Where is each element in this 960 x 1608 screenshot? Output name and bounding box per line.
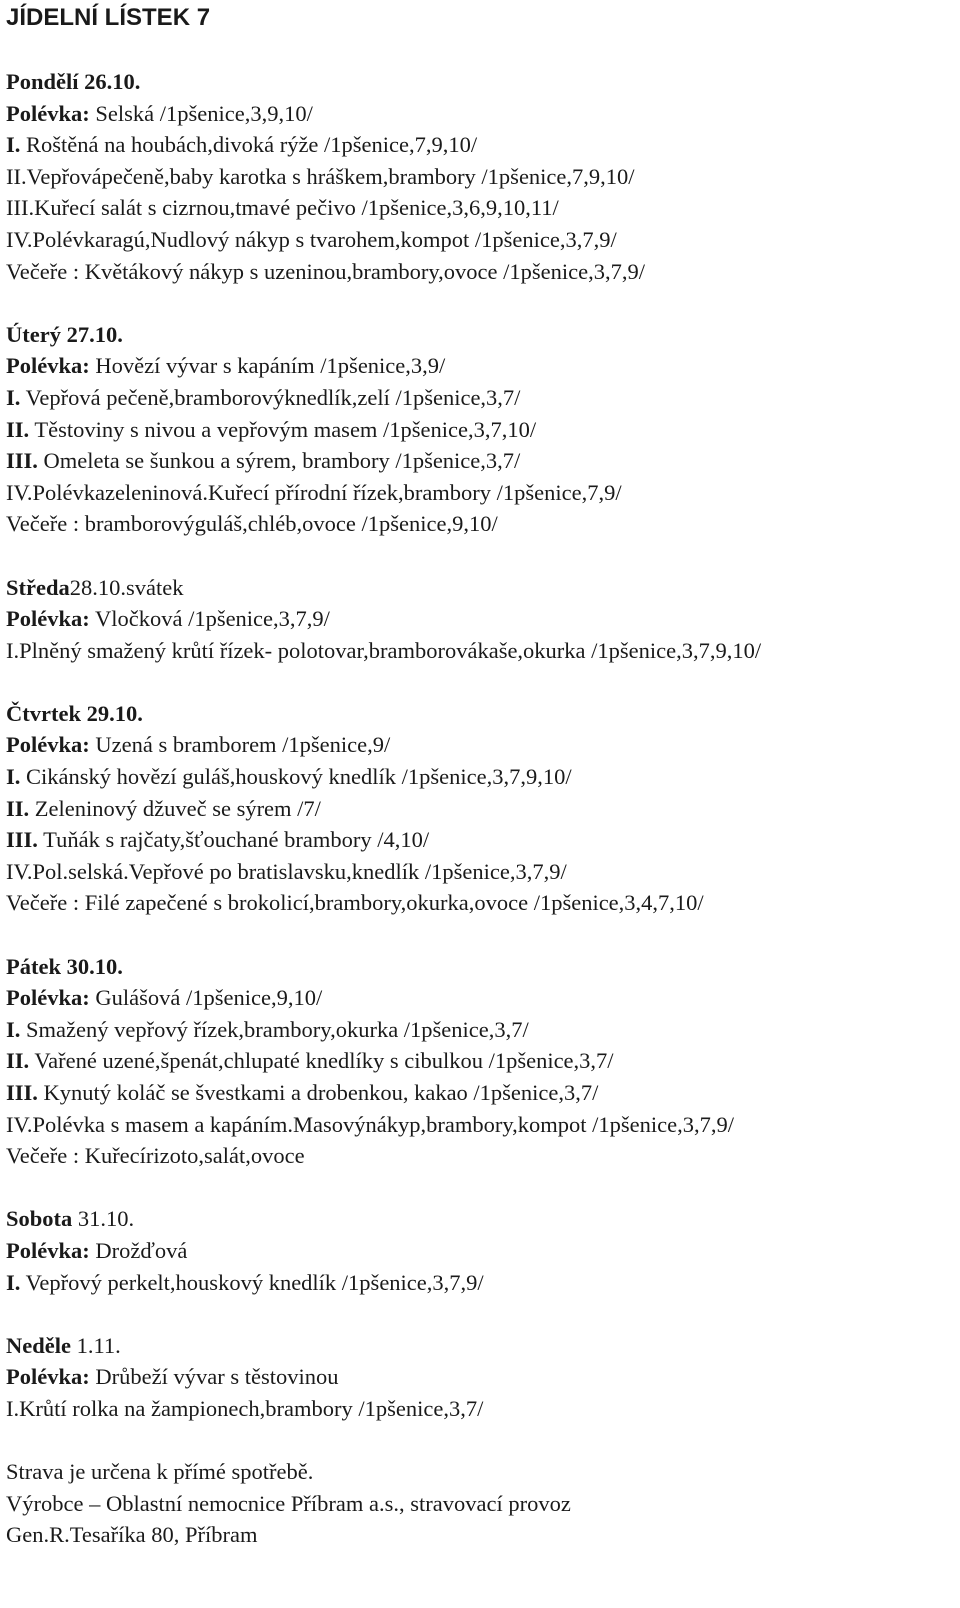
soup-text: Drůbeží vývar s těstovinou — [89, 1364, 339, 1390]
day-thursday — [6, 698, 960, 919]
day-saturday — [6, 1203, 960, 1298]
day-name: Neděle — [6, 1332, 71, 1358]
meal-number: II. — [6, 795, 30, 821]
day-heading — [6, 572, 960, 604]
soup-line — [6, 729, 960, 761]
soup-label: Polévka: — [6, 606, 90, 632]
day-heading: Pondělí 26.10. — [6, 69, 141, 94]
meal-line — [6, 824, 960, 856]
page-title: JÍDELNÍ LÍSTEK 7 — [6, 4, 211, 31]
day-heading: Úterý 27.10. — [6, 321, 123, 347]
soup-label: Polévka: — [6, 353, 90, 379]
meal-text: Vařené uzené,špenát,chlupaté knedlíky s cibulkou /1pšenice,3,7/ — [29, 1048, 614, 1074]
soup-label: Polévka: — [6, 1237, 90, 1263]
meal-number: I. — [6, 384, 21, 410]
meal-number: I. — [6, 764, 21, 790]
meal-line — [6, 1014, 960, 1046]
footer-note: Strava je určena k přímé spotřebě. — [6, 1459, 314, 1485]
soup-line — [6, 350, 960, 382]
soup-text: Vločková /1pšenice,3,7,9/ — [89, 606, 330, 632]
dinner-line: Večeře : bramborovýguláš,chléb,ovoce /1pšenice,9,10/ — [6, 511, 498, 537]
meal-line — [6, 445, 960, 477]
meal-line — [6, 1077, 960, 1109]
dinner-line: Večeře : Květákový nákyp s uzeninou,brambory,ovoce /1pšenice,3,7,9/ — [6, 258, 645, 284]
meal-number: I. — [6, 132, 21, 158]
dinner-line: Večeře : Filé zapečené s brokolicí,brambory,okurka,ovoce /1pšenice,3,4,7,10/ — [6, 890, 704, 916]
soup-text: Uzená s bramborem /1pšenice,9/ — [89, 732, 391, 758]
meal-line: II.Vepřovápečeně,baby karotka s hráškem,brambory /1pšenice,7,9,10/ — [6, 163, 635, 189]
meal-number: III. — [6, 448, 38, 474]
day-monday — [6, 66, 960, 287]
soup-text: Hovězí vývar s kapáním /1pšenice,3,9/ — [89, 353, 446, 379]
meal-line: IV.Polévkazeleninová.Kuřecí přírodní řízek,brambory /1pšenice,7,9/ — [6, 479, 622, 505]
day-date: 28.10.svátek — [69, 574, 184, 600]
footer — [6, 1456, 960, 1551]
meal-number: III. — [6, 827, 38, 853]
meal-number: I. — [6, 1016, 21, 1042]
soup-line — [6, 1361, 960, 1393]
soup-line — [6, 98, 960, 130]
day-heading — [6, 1330, 960, 1362]
day-friday — [6, 951, 960, 1172]
day-sunday — [6, 1330, 960, 1425]
meal-line: IV.Polévkaragú,Nudlový nákyp s tvarohem,kompot /1pšenice,3,7,9/ — [6, 226, 617, 252]
meal-line: IV.Polévka s masem a kapáním.Masovýnákyp,brambory,kompot /1pšenice,3,7,9/ — [6, 1111, 734, 1137]
meal-line — [6, 761, 960, 793]
soup-line — [6, 982, 960, 1014]
meal-text: Roštěná na houbách,divoká rýže /1pšenice,7,9,10/ — [20, 132, 478, 158]
meal-line — [6, 129, 960, 161]
meal-line: IV.Pol.selská.Vepřové po bratislavsku,knedlík /1pšenice,3,7,9/ — [6, 858, 567, 884]
day-tuesday — [6, 319, 960, 540]
day-wednesday — [6, 572, 960, 667]
day-name: Sobota — [6, 1206, 73, 1232]
meal-text: Těstoviny s nivou a vepřovým masem /1pšenice,3,7,10/ — [29, 416, 537, 442]
day-name: Středa — [6, 574, 70, 600]
soup-label: Polévka: — [6, 985, 90, 1011]
menu-document — [0, 2, 960, 1608]
soup-label: Polévka: — [6, 732, 90, 758]
meal-line — [6, 1267, 960, 1299]
day-heading — [6, 1203, 960, 1235]
meal-line — [6, 1045, 960, 1077]
meal-text: Kynutý koláč se švestkami a drobenkou, kakao /1pšenice,3,7/ — [37, 1080, 599, 1105]
footer-producer: Výrobce – Oblastní nemocnice Příbram a.s., stravovací provoz — [6, 1490, 571, 1516]
meal-line — [6, 382, 960, 414]
meal-line — [6, 414, 960, 446]
meal-text: Vepřový perkelt,houskový knedlík /1pšenice,3,7,9/ — [20, 1269, 484, 1295]
meal-line — [6, 793, 960, 825]
soup-line — [6, 1235, 960, 1267]
meal-number: III. — [6, 1080, 38, 1105]
meal-text: Zeleninový džuveč se sýrem /7/ — [29, 795, 321, 821]
day-date: 31.10. — [72, 1206, 135, 1232]
meal-line: I.Plněný smažený krůtí řízek- polotovar,bramborovákaše,okurka /1pšenice,3,7,9,10/ — [6, 637, 762, 663]
meal-number: II. — [6, 416, 30, 442]
meal-text: Cikánský hovězí guláš,houskový knedlík /1pšenice,3,7,9,10/ — [20, 764, 572, 790]
soup-label: Polévka: — [6, 1364, 90, 1390]
meal-number: I. — [6, 1269, 21, 1295]
footer-address: Gen.R.Tesaříka 80, Příbram — [6, 1522, 258, 1548]
soup-text: Selská /1pšenice,3,9,10/ — [89, 100, 313, 126]
soup-text: Drožďová — [89, 1237, 188, 1263]
meal-text: Vepřová pečeně,bramborovýknedlík,zelí /1pšenice,3,7/ — [20, 384, 521, 410]
soup-label: Polévka: — [6, 100, 90, 126]
meal-line: III.Kuřecí salát s cizrnou,tmavé pečivo /1pšenice,3,6,9,10,11/ — [6, 195, 559, 221]
day-heading: Čtvrtek 29.10. — [6, 700, 143, 726]
dinner-line: Večeře : Kuřecírizoto,salát,ovoce — [6, 1143, 305, 1169]
soup-text: Gulášová /1pšenice,9,10/ — [89, 985, 323, 1011]
meal-line: I.Krůtí rolka na žampionech,brambory /1pšenice,3,7/ — [6, 1395, 484, 1421]
meal-text: Omeleta se šunkou a sýrem, brambory /1pšenice,3,7/ — [37, 448, 521, 474]
meal-text: Smažený vepřový řízek,brambory,okurka /1pšenice,3,7/ — [20, 1016, 529, 1042]
soup-line — [6, 603, 960, 635]
meal-number: II. — [6, 1048, 30, 1074]
day-heading: Pátek 30.10. — [6, 953, 123, 979]
day-date: 1.11. — [70, 1332, 121, 1358]
meal-text: Tuňák s rajčaty,šťouchané brambory /4,10/ — [37, 827, 430, 853]
